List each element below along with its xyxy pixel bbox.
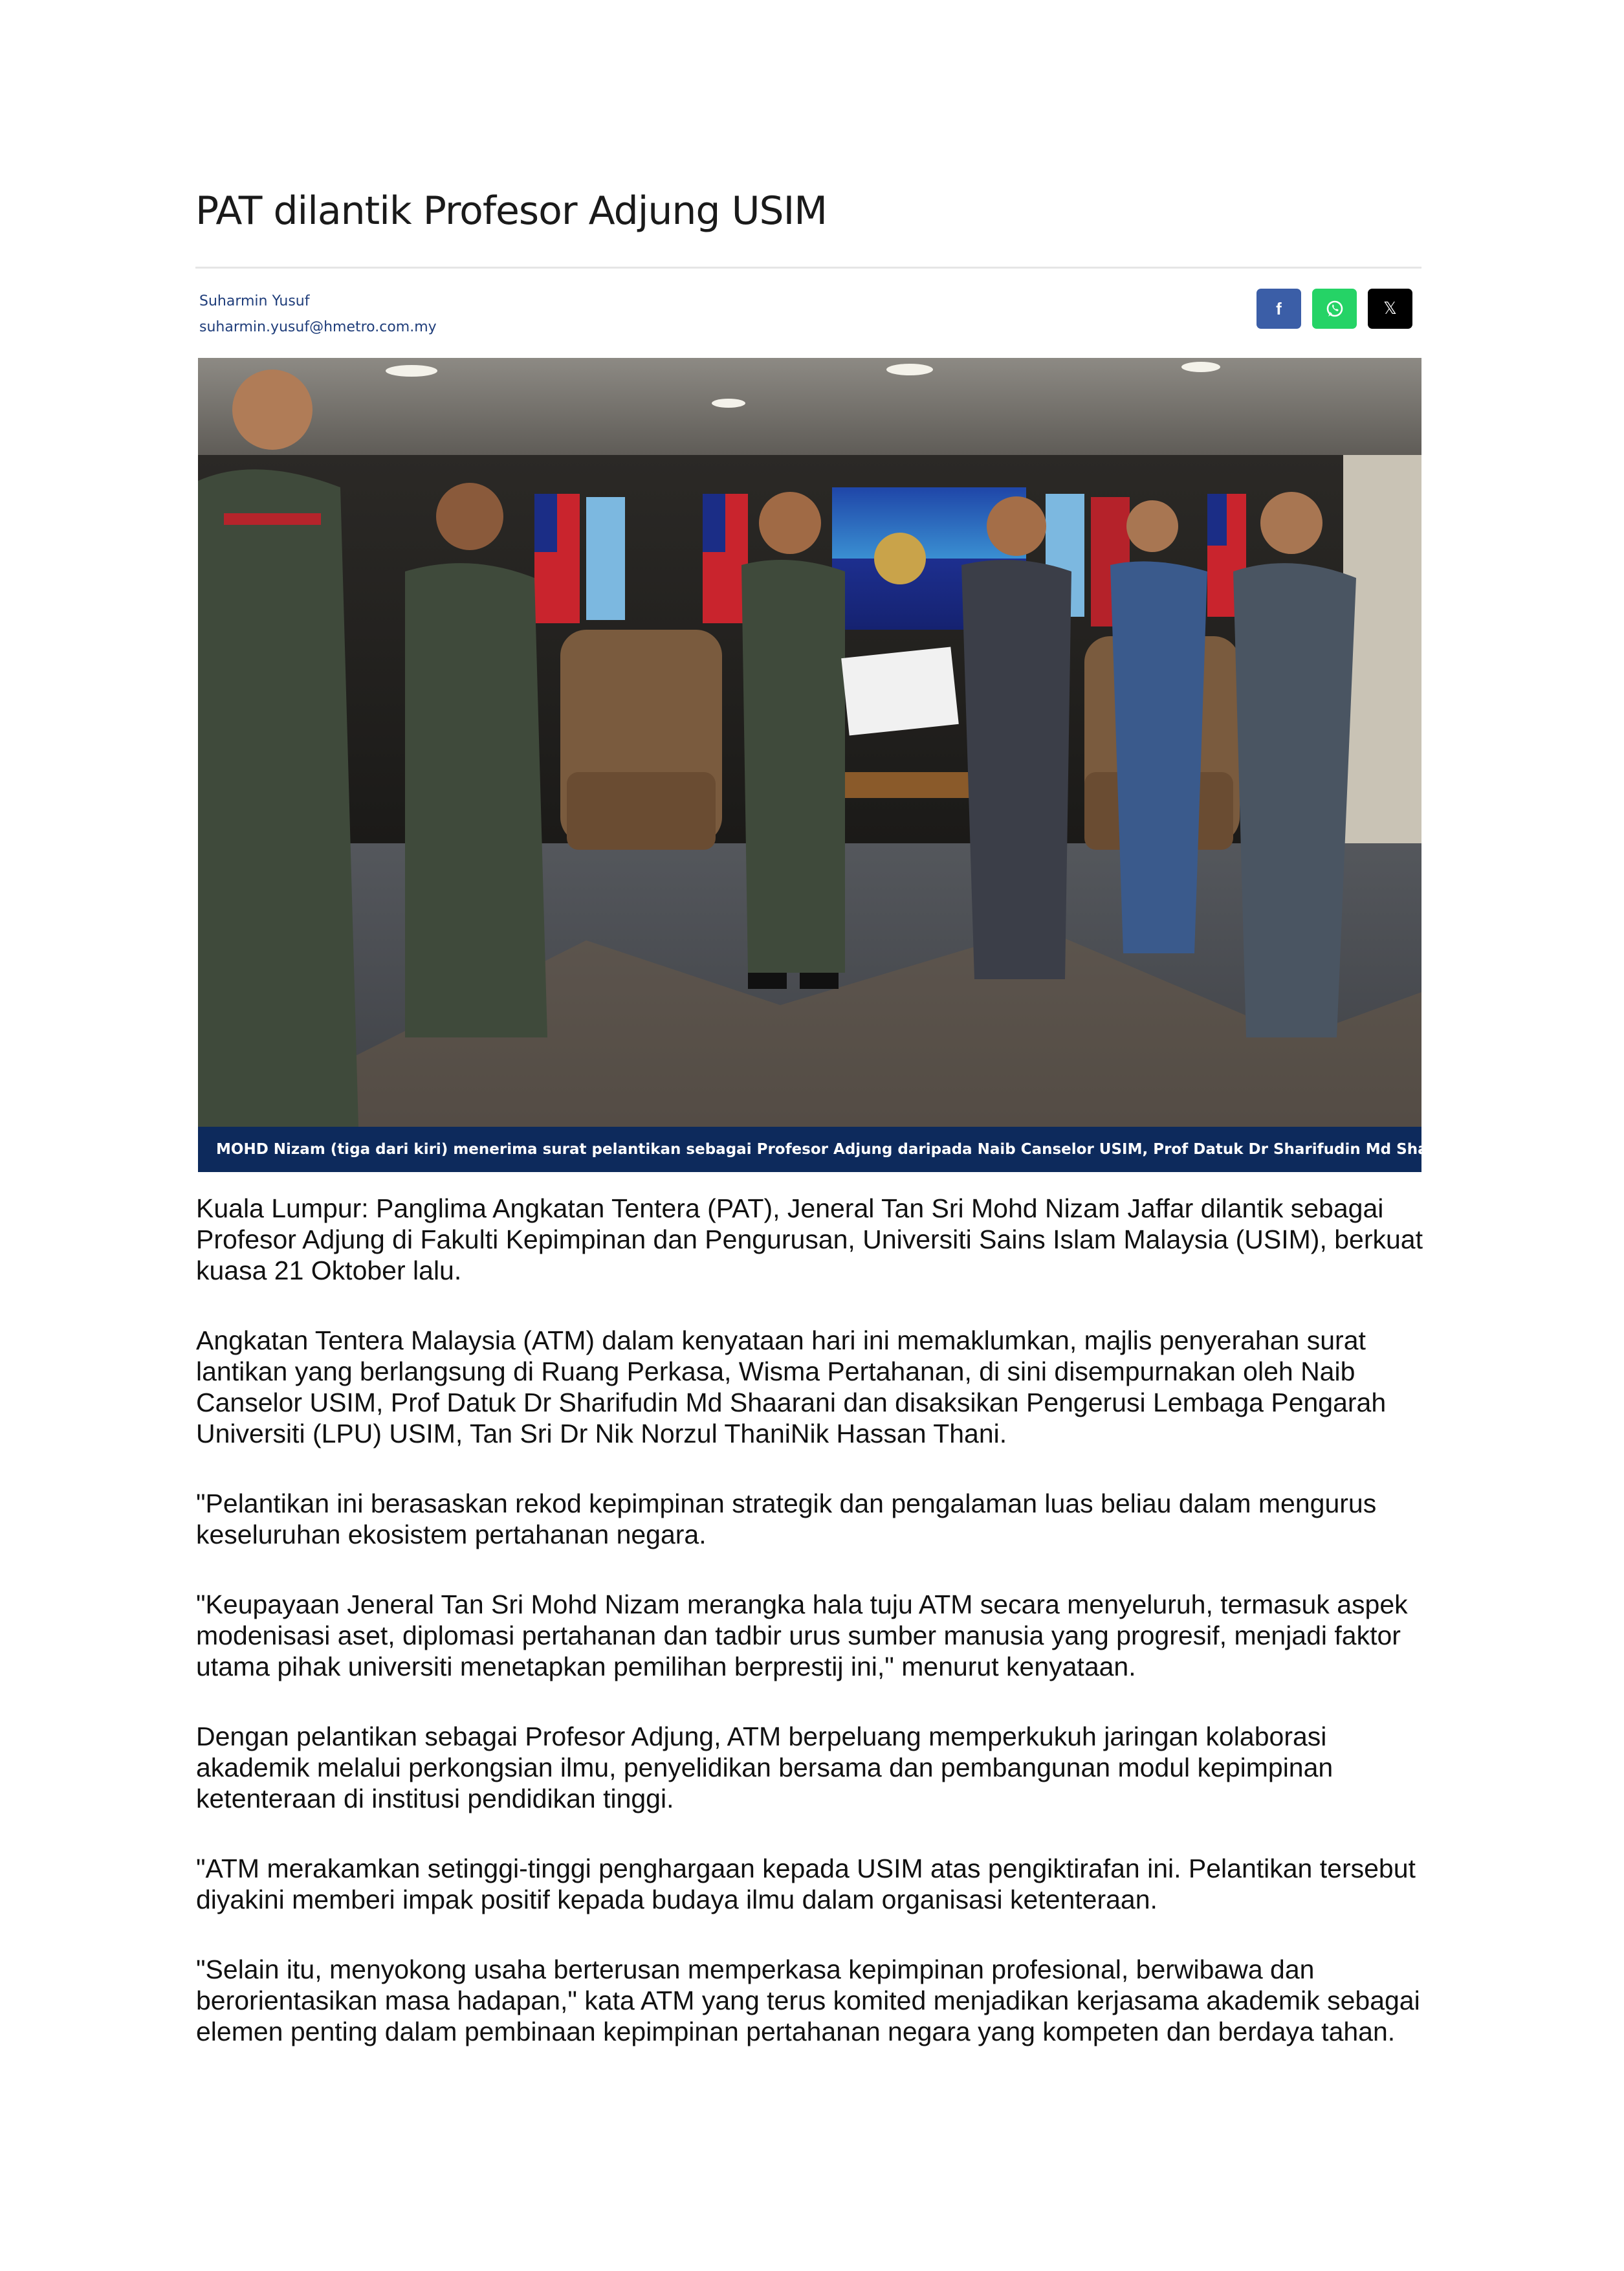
x-share-button[interactable] — [1368, 289, 1412, 329]
ceremony-photo-illustration — [198, 358, 1421, 1172]
certificate — [841, 647, 959, 735]
civilian-1 — [961, 496, 1071, 979]
article-headline: PAT dilantik Profesor Adjung USIM — [195, 188, 828, 234]
byline — [199, 289, 437, 340]
paragraph: "Selain itu, menyokong usaha berterusan memperkasa kepimpinan profesional, berwibawa dan berorientasikan masa hadapan," kata ATM yang terus komited menjadikan kerjasama akademik sebagai elemen penting dalam pembinaan kepimpinan pertahanan negara yang kompeten dan berdaya tahan. — [196, 1955, 1420, 2046]
paragraph: "Pelantikan ini berasaskan rekod kepimpinan strategik dan pengalaman luas beliau dalam mengurus keseluruhan ekosistem pertahanan negara. — [196, 1489, 1377, 1549]
article-body — [196, 1193, 1425, 2086]
paragraph: "ATM merakamkan setinggi-tinggi penghargaan kepada USIM atas pengiktirafan ini. Pelantikan tersebut diyakini memberi impak positif kepada budaya ilmu dalam organisasi ketenteraan. — [196, 1854, 1416, 1914]
civilian-3 — [1233, 492, 1356, 1037]
ceiling — [198, 358, 1421, 455]
paragraph: Angkatan Tentera Malaysia (ATM) dalam kenyataan hari ini memaklumkan, majlis penyerahan surat lantikan yang berlangsung di Ruang Perkasa, Wisma Pertahanan, di sini disempurnakan oleh Naib Canselor USIM, Prof Datuk Dr Sharifudin Md Shaarani dan disaksikan Pengerusi Lembaga Pengarah Universiti (LPU) USIM, Tan Sri Dr Nik Norzul ThaniNik Hassan Thani. — [196, 1325, 1387, 1448]
civilian-2 — [1110, 500, 1207, 953]
x-icon: 𝕏 — [1383, 299, 1397, 318]
header-divider — [195, 267, 1421, 269]
article-photo — [198, 358, 1624, 1172]
paragraph: Dengan pelantikan sebagai Profesor Adjung, ATM berpeluang memperkukuh jaringan kolaborasi akademik melalui perkongsian ilmu, penyelidikan bersama dan pembangunan modul kepimpinan ketenteraan di institusi pendidikan tinggi. — [196, 1722, 1333, 1813]
article-header — [195, 188, 1421, 234]
share-buttons — [1256, 289, 1412, 329]
author-name[interactable]: Suharmin Yusuf — [199, 293, 310, 309]
facebook-icon: f — [1276, 298, 1282, 318]
author-email[interactable]: suharmin.yusuf@hmetro.com.my — [199, 319, 437, 335]
whatsapp-icon — [1325, 299, 1344, 318]
facebook-share-button[interactable] — [1256, 289, 1301, 329]
paragraph: "Keupayaan Jeneral Tan Sri Mohd Nizam merangka hala tuju ATM secara menyeluruh, termasuk aspek modenisasi aset, diplomasi pertahanan dan tadbir urus sumber manusia yang progresif, menjadi faktor utama pihak universiti menetapkan pemilihan berprestij ini," menurut kenyataan. — [196, 1590, 1408, 1681]
photo-caption: MOHD Nizam (tiga dari kiri) menerima surat pelantikan sebagai Profesor Adjung daripada Naib Canselor USIM, Prof Datuk Dr Sharifudin Md Shaarani. FOTO Ihsan ATM. — [198, 1127, 1421, 1172]
officer-1 — [198, 370, 360, 1172]
paragraph: Kuala Lumpur: Panglima Angkatan Tentera (PAT), Jeneral Tan Sri Mohd Nizam Jaffar dilantik sebagai Profesor Adjung di Fakulti Kepimpinan dan Pengurusan, Universiti Sains Islam Malaysia (USIM), berkuat kuasa 21 Oktober lalu. — [196, 1193, 1423, 1285]
whatsapp-share-button[interactable] — [1312, 289, 1357, 329]
